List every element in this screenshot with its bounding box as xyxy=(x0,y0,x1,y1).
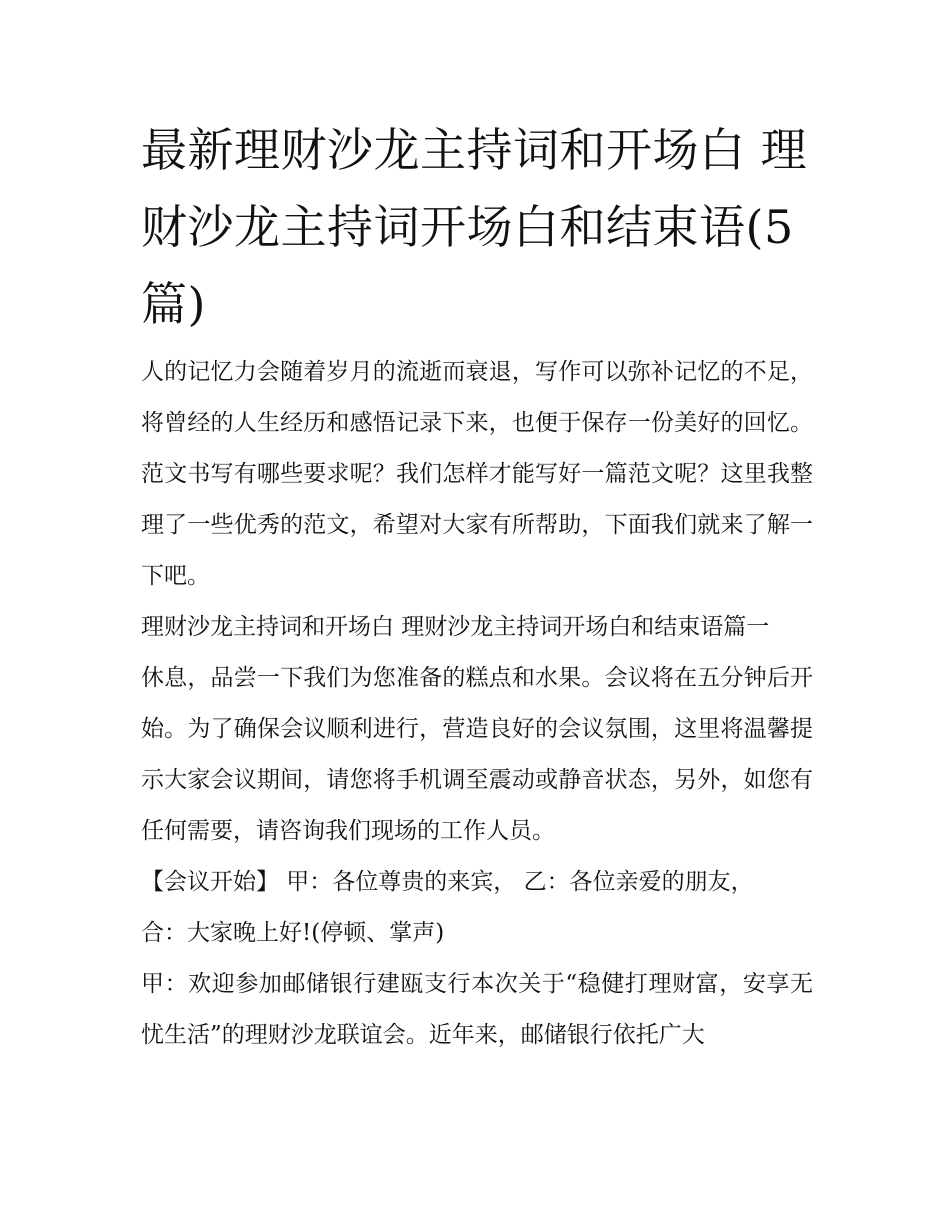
document-page xyxy=(141,112,813,1061)
welcome-paragraph: 甲：欢迎参加邮储银行建瓯支行本次关于“稳健打理财富，安享无忧生活”的理财沙龙联谊会。近年来，邮储银行依托广大 xyxy=(141,971,813,1048)
meeting-start-paragraph: 【会议开始】 甲：各位尊贵的来宾， 乙：各位亲爱的朋友， xyxy=(141,869,754,895)
greeting-paragraph: 合：大家晚上好!(停顿、掌声) xyxy=(141,920,445,946)
intro-paragraph: 人的记忆力会随着岁月的流逝而衰退，写作可以弥补记忆的不足，将曾经的人生经历和感悟记录下来，也便于保存一份美好的回忆。范文书写有哪些要求呢？我们怎样才能写好一篇范文呢？这里我整理了一些优秀的范文，希望对大家有所帮助，下面我们就来了解一下吧。 xyxy=(141,359,813,589)
body-paragraph: 休息，品尝一下我们为您准备的糕点和水果。会议将在五分钟后开始。为了确保会议顺利进行，营造良好的会议氛围，这里将温馨提示大家会议期间，请您将手机调至震动或静音状态，另外，如您有任何需要，请咨询我们现场的工作人员。 xyxy=(141,665,813,844)
document-title: 最新理财沙龙主持词和开场白 理财沙龙主持词开场白和结束语(5篇) xyxy=(141,123,808,331)
section-heading: 理财沙龙主持词和开场白 理财沙龙主持词开场白和结束语篇一 xyxy=(141,614,770,640)
